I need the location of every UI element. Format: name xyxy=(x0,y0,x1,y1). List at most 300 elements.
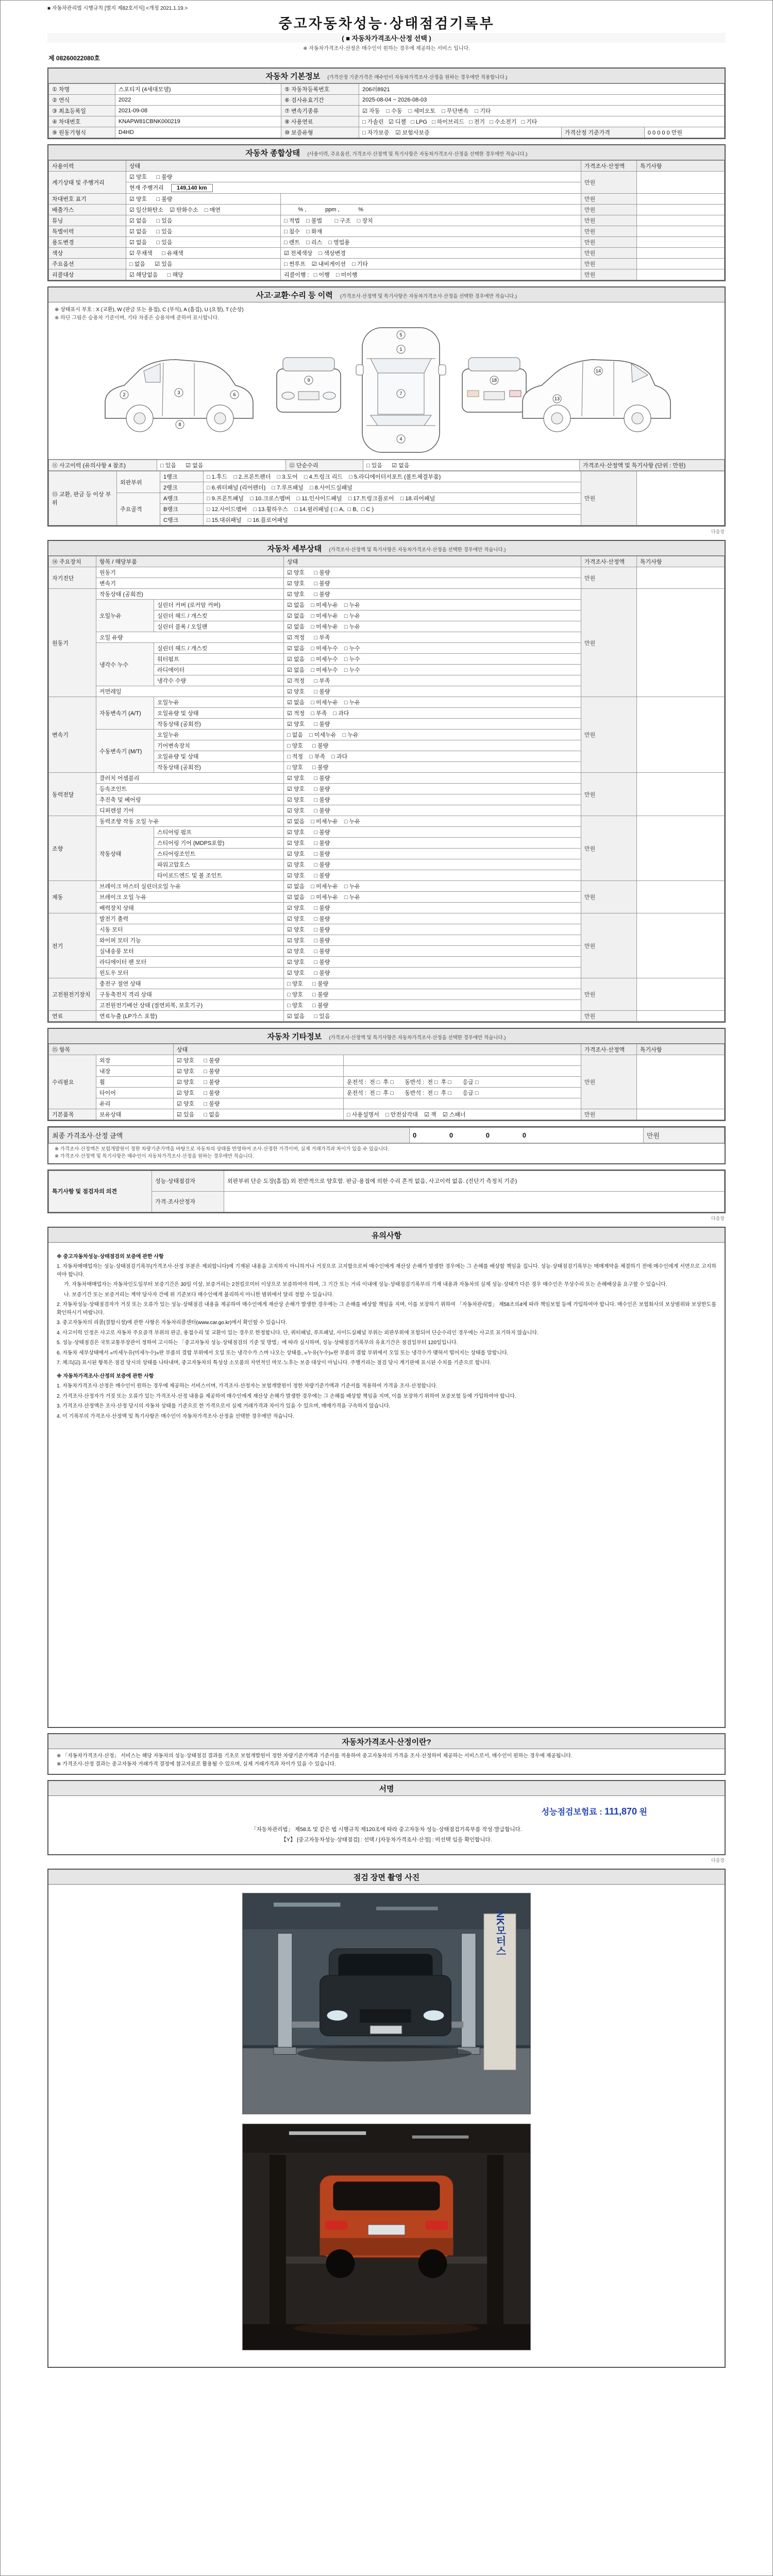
col-use-history: 사용이력 xyxy=(49,161,126,172)
badge-1 xyxy=(397,345,405,353)
rank-items: □ 1.후드 □ 2.프론트펜더 □ 3.도어 □ 4.트렁크 리드 □ 5.라디에이터서포트 (볼트체결부품) xyxy=(204,471,581,482)
notice-line: 4. 사고이력 인정은 사고로 자동차 주요골격 부위의 판금, 용접수리 및 교환이 있는 경우로 한정합니다. 단, 쿼터패널, 루프패널, 사이드실패널 부위는 외판부위에 포함되어 단순수리인 경우에는 사고로 표기하지 않습니다. xyxy=(57,1330,539,1336)
detail-status: ☑ 양호 □ 불량 xyxy=(284,913,581,924)
photos-title: 점검 장면 촬영 사진 xyxy=(48,1870,725,1885)
row-vin-mark-status: ☑ 양호 □ 불량 xyxy=(126,194,281,205)
opinion-text-inspector: 외판부위 단순 도장(흠집) 외 전반적으로 양호함. 판금·용접에 의한 수리 흔적 없음, 사고이력 없음. (진단기 측정치 기준) xyxy=(224,1171,725,1191)
notice-line: 3. 중고자동차의 리콜(결함시정)에 관한 사항은 자동차리콜센터(www.car.go.kr)에서 확인할 수 있습니다. xyxy=(57,1320,288,1326)
rank-items: □ 12.사이드멤버 □ 13.휠하우스 □ 14.필러패널 ( □ A, □ B, □ C ) xyxy=(204,504,581,515)
form-header xyxy=(47,12,726,52)
section-signature xyxy=(47,1780,726,1855)
detail-status: ☑ 없음 □ 미세누유 □ 누유 xyxy=(284,816,581,827)
detail-status: ☑ 양호 □ 불량 xyxy=(284,567,581,578)
price-cell: 만원 xyxy=(581,697,637,773)
exchange-rank-table xyxy=(48,471,725,526)
outer-panel-label: 외판부위 xyxy=(117,471,160,493)
remark-cell xyxy=(637,881,725,913)
detail-status: ☑ 양호 □ 불량 xyxy=(284,838,581,849)
detail-status: □ 양호 □ 불량 xyxy=(284,762,581,773)
model-year-label: ② 연식 xyxy=(49,95,115,106)
detail-status: □ 양호 □ 불량 xyxy=(284,989,581,1000)
car-damage-diagram xyxy=(48,323,725,460)
etc-status: ☑ 양호 □ 불량 xyxy=(174,1098,344,1109)
col-status: 상태 xyxy=(126,161,581,172)
badge-3 xyxy=(175,388,183,397)
etc-status: ☑ 양호 □ 불량 xyxy=(174,1088,344,1098)
price-cell: 만원 xyxy=(581,248,637,259)
warranty-type-value: □ 자가보증 ☑ 보험사보증 xyxy=(359,127,562,138)
section-accident-history xyxy=(47,286,726,527)
detail-part: 라디에이터 팬 모터 xyxy=(96,957,284,968)
remark-cell xyxy=(637,215,725,226)
mileage-value: 149,140 km xyxy=(171,184,213,192)
row-options-label: 주요옵션 xyxy=(49,259,126,269)
inspection-photo-front xyxy=(242,1893,531,2114)
col-item-part: 항목 / 해당부품 xyxy=(96,556,284,567)
detail-part: 실린더 헤드 / 개스킷 xyxy=(154,611,284,621)
detail-status: ☑ 적정 □ 부족 xyxy=(284,675,581,686)
price-remark-header: 가격조사·산정액 및 특기사항 (단위 : 만원) xyxy=(580,460,725,471)
detail-status: ☑ 양호 □ 불량 xyxy=(284,924,581,935)
svg-text:6: 6 xyxy=(233,392,236,397)
section-overall-title xyxy=(48,145,725,160)
device-engine: 원동기 xyxy=(49,589,96,697)
detail-status: □ 없음 □ 미세누유 □ 누유 xyxy=(284,730,581,740)
detail-part: 라디에이터 xyxy=(154,665,284,675)
detail-status: □ 적정 □ 부족 □ 과다 xyxy=(284,751,581,762)
etc-extra: 운전석 : 전 □ 후 □ 동반석 : 전 □ 후 □ 응급 □ xyxy=(344,1077,581,1088)
opinion-text-appraiser xyxy=(224,1191,725,1212)
price-cell: 만원 xyxy=(581,269,637,280)
row-usage-change-label: 용도변경 xyxy=(49,237,126,248)
price-cell: 만원 xyxy=(581,237,637,248)
remark-cell xyxy=(637,269,725,280)
notice-line: 7. 체크(☑) 표시된 항목은 점검 당시의 상태를 나타내며, 중고자동차의 특성상 소모품의 자연적인 마모·노후는 보증 대상이 아닙니다. 주행거리는 점검 당시 계기판에 표시된 수치를 기준으로 합니다. xyxy=(57,1360,492,1366)
detail-status: ☑ 양호 □ 불량 xyxy=(284,870,581,881)
detail-part: 실내송풍 모터 xyxy=(96,946,284,957)
detail-status: ☑ 없음 □ 미세누유 □ 누유 xyxy=(284,600,581,611)
remark-cell xyxy=(637,226,725,237)
device-self-diagnosis: 자기진단 xyxy=(49,567,96,589)
price-cell: 만원 xyxy=(581,259,637,269)
row-vin-mark-opts xyxy=(281,194,581,205)
subgroup-operation: 작동상태 xyxy=(96,827,154,881)
notice-line: 4. 이 기록부의 가격조사·산정액 및 특기사항은 매수인이 자동차가격조사·산정을 선택한 경우에만 적습니다. xyxy=(57,1413,294,1419)
final-note-1: ※ 가격조사·산정액은 보험개발원이 정한 차량기준가액을 바탕으로 자동차의 상태를 반영하여 조사·산정한 가격이며, 실제 거래가격과 차이가 있을 수 있습니다. xyxy=(55,1146,390,1152)
status-symbol-legend: ※ 상태표시 부호 : X (교환), W (판금 또는 용접), C (부식), A (흠집), U (요철), T (손상) xyxy=(55,307,244,313)
notice-line: 나. 보증기간 또는 보증거리는 계약 당사자 간에 위 기준보다 매수인에게 불리하지 아니한 범위에서 달리 정할 수 있습니다. xyxy=(64,1292,334,1298)
detail-part: 브레이크 마스터 실린더오일 누유 xyxy=(96,881,284,892)
detail-status: ☑ 없음 □ 미세누수 □ 누수 xyxy=(284,643,581,654)
rank-name: C랭크 xyxy=(160,515,204,526)
col-price: 가격조사·산정액 xyxy=(581,1044,637,1055)
definition-body xyxy=(48,1749,725,1774)
row-tuning-status: ☑ 없음 □ 있음 xyxy=(126,215,281,226)
detail-part: 오일유량 및 상태 xyxy=(154,708,284,719)
device-brake: 제동 xyxy=(49,881,96,913)
detail-part: 연료누출 (LP가스 포함) xyxy=(96,1011,284,1022)
rank-name: 2랭크 xyxy=(160,482,204,493)
inspector-opinion-table xyxy=(48,1171,725,1212)
section-etc-title xyxy=(48,1029,725,1044)
row-special-history-opts: □ 침수 □ 화재 xyxy=(281,226,581,237)
opinion-who-appraiser: 가격·조사산정자 xyxy=(152,1191,224,1212)
car-left-profile xyxy=(105,360,253,432)
remark-cell xyxy=(637,248,725,259)
col-price: 가격조사·산정액 xyxy=(581,161,637,172)
badge-14 xyxy=(594,367,602,375)
svg-text:14: 14 xyxy=(595,368,601,374)
svg-text:18: 18 xyxy=(491,378,497,383)
badge-6 xyxy=(230,391,239,399)
row-recall-opts: 리콜이행 : □ 이행 □ 미이행 xyxy=(281,269,581,280)
remark-cell xyxy=(637,589,725,697)
price-cell: 만원 xyxy=(581,471,637,526)
row-usage-change-opts: □ 렌트 □ 리스 □ 영업용 xyxy=(281,237,581,248)
remark-cell xyxy=(637,1109,725,1120)
vin-label: ④ 차대번호 xyxy=(49,116,115,127)
section-basic-info xyxy=(47,67,726,139)
notices-body xyxy=(48,1243,725,1727)
price-cell: 만원 xyxy=(581,205,637,215)
etc-status: ☑ 양호 □ 불량 xyxy=(174,1055,344,1066)
base-price-unit: 만원 xyxy=(671,130,683,136)
detail-part: 시동 모터 xyxy=(96,924,284,935)
accident-history-label: ⑪ 사고이력 (유의사항 4 참조) xyxy=(49,460,157,471)
premium-label: 성능점검보험료 : xyxy=(541,1807,602,1817)
detail-status: ☑ 양호 □ 불량 xyxy=(284,719,581,730)
price-cell: 만원 xyxy=(581,1011,637,1022)
accident-summary-table xyxy=(48,460,725,471)
notice-line: 1. 자동차매매업자는 성능·상태점검기록부(가격조사·산정 부분은 제외합니다)에 기재된 내용을 고지하지 아니하거나 거짓으로 고지함으로써 매수인에게 재산상 손해가 발생한 경우에는 그 손해를 배상할 책임을 집니다. 성능·상태점검기록부는 매매계약을 체결하기 전에 매수인에게 서면으로 고지하여야 합니다. xyxy=(57,1264,716,1278)
fuel-label: ⑧ 사용연료 xyxy=(281,116,359,127)
signature-line-1: 「자동차관리법」 제58조 및 같은 법 시행규칙 제120조에 따라 중고자동차 성능·상태점검기록부를 작성·발급합니다. xyxy=(251,1826,522,1833)
row-recall-label: 리콜대상 xyxy=(49,269,126,280)
detail-part: 브레이크 오일 누유 xyxy=(96,892,284,903)
col-price: 가격조사·산정액 xyxy=(581,556,637,567)
detail-part: 배력장치 상태 xyxy=(96,903,284,913)
row-tuning-label: 튜닝 xyxy=(49,215,126,226)
detail-status: ☑ 양호 □ 불량 xyxy=(284,859,581,870)
detail-status: ☑ 적정 □ 부족 xyxy=(284,632,581,643)
form-subtitle: ( ■ 자동차가격조사·산정 선택 ) xyxy=(47,33,726,43)
etc-item: 휠 xyxy=(96,1077,174,1088)
signature-body xyxy=(48,1796,725,1854)
col-item: ⑮ 항목 xyxy=(49,1044,174,1055)
section-final-price xyxy=(47,1126,726,1164)
row-odometer-status: ☑ 양호 □ 불량 xyxy=(126,172,581,182)
device-electric: 전기 xyxy=(49,913,96,978)
col-remark: 특기사항 xyxy=(637,161,725,172)
rank-name: B랭크 xyxy=(160,504,204,515)
detail-status: ☑ 양호 □ 불량 xyxy=(284,589,581,600)
detail-status: ☑ 없음 □ 미세누유 □ 누유 xyxy=(284,697,581,708)
detail-status: ☑ 양호 □ 불량 xyxy=(284,903,581,913)
remark-cell xyxy=(637,773,725,816)
detail-part: 작동상태 (공회전) xyxy=(154,762,284,773)
form-title: 중고자동차성능·상태점검기록부 xyxy=(278,16,495,31)
base-price-value xyxy=(644,127,724,138)
price-cell: 만원 xyxy=(581,1109,637,1120)
detail-part: 냉각수 수량 xyxy=(154,675,284,686)
accident-history-value: □ 있음 ☑ 없음 xyxy=(157,460,286,471)
section-basic-note: (가격산정 기준가격은 매수인이 자동차가격조사·산정을 원하는 경우에만 적용합니다.) xyxy=(327,75,508,80)
notice-line: 가. 자동차매매업자는 자동차인도일부터 보증기간은 30일 이상, 보증거리는 2천킬로미터 이상으로 보증하여야 하며, 그 기간 또는 거리 이내에 성능·상태점검기록부의 기재 내용과 자동차의 실제 성능·상태가 다른 경우 매수인은 무상수리 또는 손해배상을 요구할 수 있습니다. xyxy=(64,1282,667,1287)
remark-cell xyxy=(637,194,725,205)
detail-part: 동력조향 작동 오일 누유 xyxy=(96,816,284,827)
premium-unit: 원 xyxy=(639,1807,647,1817)
svg-text:3: 3 xyxy=(177,390,180,395)
detail-part: 등속조인트 xyxy=(96,784,284,794)
badge-18 xyxy=(490,376,498,384)
row-options-status: □ 없음 ☑ 있음 xyxy=(126,259,281,269)
detail-part: 작동상태 (공회전) xyxy=(96,589,284,600)
engine-type-label: ⑨ 원동기형식 xyxy=(49,127,115,138)
car-name-value: 스포티지 (4세대모델) xyxy=(115,84,281,95)
row-emission-status: ☑ 일산화탄소 ☑ 탄화수소 □ 매연 xyxy=(126,205,281,215)
detail-status: ☑ 양호 □ 불량 xyxy=(284,946,581,957)
detail-part: 오일유량 및 상태 xyxy=(154,751,284,762)
price-cell: 만원 xyxy=(581,816,637,881)
fuel-value: □ 가솔린 ☑ 디젤 □ LPG □ 하이브리드 □ 전기 □ 수소전기 □ 기타 xyxy=(359,116,725,127)
notice-line: 2. 자동차성능·상태점검자가 거짓 또는 오류가 있는 성능·상태점검 내용을 제공하여 매수인에게 재산상 손해가 발생한 경우에는 그 손해를 배상할 책임을 지며, 이를 보장하기 위하여 「자동차관리법」 제58조의4에 따라 책임보험 등에 가입하여야 합니다. 매수인은 보험회사의 보상범위와 보상한도를 확인하시기 바랍니다. xyxy=(57,1302,716,1316)
section-detail-title xyxy=(48,541,725,556)
opinion-who-inspector: 성능·상태점검자 xyxy=(152,1171,224,1191)
car-front-view xyxy=(277,358,341,412)
rank-items: □ 15.대쉬패널 □ 16.플로어패널 xyxy=(204,515,581,526)
inspection-photo-rear xyxy=(242,2124,531,2350)
detail-condition-table xyxy=(48,556,725,1022)
detail-part: 실린더 커버 (로커암 커버) xyxy=(154,600,284,611)
final-note-2: ※ 가격조사·산정액 및 특기사항은 매수인이 자동차가격조사·산정을 원하는 경우에만 적습니다. xyxy=(55,1154,254,1160)
etc-extra: 운전석 : 전 □ 후 □ 동반석 : 전 □ 후 □ 응급 □ xyxy=(344,1088,581,1098)
transmission-label: ⑦ 변속기종류 xyxy=(281,106,359,116)
status-symbol-legend-2: ※ 하단 그림은 승용차 기준이며, 기타 차종은 승용차에 준하여 표시합니다. xyxy=(55,315,220,321)
badge-5 xyxy=(397,331,405,339)
subgroup-coolant-leak: 냉각수 누수 xyxy=(96,643,154,686)
notice-subtitle-1: ※ 중고자동차성능·상태점검의 보증에 관한 사항 xyxy=(57,1253,164,1260)
price-cell: 만원 xyxy=(581,773,637,816)
signature-title: 서명 xyxy=(48,1781,725,1796)
etc-item: 타이어 xyxy=(96,1088,174,1098)
detail-part: 발전기 출력 xyxy=(96,913,284,924)
exchange-label: ⑬ 교환, 판금 등 이상 부위 xyxy=(49,471,117,526)
section-etc-title-text: 자동차 기타정보 xyxy=(267,1032,322,1041)
car-diagram-svg xyxy=(95,326,678,454)
detail-part: 구동축전지 격리 상태 xyxy=(96,989,284,1000)
badge-8 xyxy=(176,420,184,429)
remark-cell xyxy=(637,1011,725,1022)
detail-part: 오일 유량 xyxy=(96,632,284,643)
inspection-period-label: ⑥ 검사유효기간 xyxy=(281,95,359,106)
section-detail-condition xyxy=(47,540,726,1023)
price-cell: 만원 xyxy=(581,194,637,205)
price-cell: 만원 xyxy=(581,215,637,226)
col-status: 상태 xyxy=(284,556,581,567)
svg-text:13: 13 xyxy=(554,396,560,401)
row-emission-opts: % , ppm , % xyxy=(281,205,581,215)
etc-item: 내장 xyxy=(96,1066,174,1077)
basic-info-table xyxy=(48,83,725,138)
detail-status: □ 양호 □ 불량 xyxy=(284,978,581,989)
row-usage-change-status: ☑ 없음 □ 있음 xyxy=(126,237,281,248)
definition-title: 자동차가격조사·산정이란? xyxy=(48,1734,725,1749)
subgroup-oil-leak: 오일누유 xyxy=(96,600,154,632)
notice-line: 1. 자동차가격조사·산정은 매수인이 원하는 경우에 제공하는 서비스이며, 가격조사·산정자는 보험개발원이 정한 차량기준가액과 기준서를 적용하여 가격을 조사·산정합니다. xyxy=(57,1383,438,1389)
detail-part: 디퍼렌셜 기어 xyxy=(96,805,284,816)
definition-line-1: ※ 「자동차가격조사·산정」 서비스는 해당 자동차의 성능·상태점검 결과를 기초로 보험개발원이 정한 차량기준가액과 기준서를 적용하여 중고자동차의 가격을 조사·산정하여 제공하는 서비스로서, 매수인이 원하는 경우에 제공됩니다. xyxy=(57,1753,573,1759)
row-color-opts: ☑ 전체색상 □ 색상변경 xyxy=(281,248,581,259)
final-price-value: 0 0 0 0 xyxy=(410,1128,644,1143)
base-price-digits: 0 0 0 0 0 xyxy=(647,130,670,136)
simple-repair-label: ⑫ 단순수리 xyxy=(286,460,363,471)
detail-part: 오일누유 xyxy=(154,730,284,740)
rank-name: A랭크 xyxy=(160,493,204,504)
detail-part: 와이퍼 모터 기능 xyxy=(96,935,284,946)
device-power-train: 동력전달 xyxy=(49,773,96,816)
etc-extra xyxy=(344,1066,581,1077)
detail-part: 스티어링조인트 xyxy=(154,849,284,859)
section-etc-note: (가격조사·산정액 및 특기사항은 자동차가격조사·산정을 선택한 경우에만 적습니다.) xyxy=(329,1035,506,1041)
rank-items: □ 6.쿼터패널 (리어펜더) □ 7.루프패널 □ 8.사이드실패널 xyxy=(204,482,581,493)
badge-4 xyxy=(397,435,405,443)
detail-part: 파워고압호스 xyxy=(154,859,284,870)
detail-part: 추진축 및 베어링 xyxy=(96,794,284,805)
svg-text:4: 4 xyxy=(399,436,402,442)
detail-status: ☑ 없음 □ 있음 xyxy=(284,1011,581,1022)
detail-status: ☑ 양호 □ 불량 xyxy=(284,968,581,978)
notice-line: 3. 가격조사·산정액은 조사·산정 당시의 자동차 상태를 기준으로 한 가격으로서 실제 거래가격과 차이가 있을 수 있으며, 매매가격을 구속하지 않습니다. xyxy=(57,1403,391,1409)
detail-status: ☑ 없음 □ 미세누유 □ 누유 xyxy=(284,611,581,621)
etc-item: 유리 xyxy=(96,1098,174,1109)
signature-line-2: 【Y】 [중고자동차성능·상태점검] : 선택 / [자동차가격조사·산정] : 미선택 임을 확인합니다. xyxy=(281,1836,492,1843)
section-etc-info xyxy=(47,1028,726,1121)
car-name-label: ① 차명 xyxy=(49,84,115,95)
etc-status: ☑ 양호 □ 불량 xyxy=(174,1077,344,1088)
engine-type-value: D4HD xyxy=(115,127,281,138)
price-cell: 만원 xyxy=(581,567,637,589)
etc-status: ☑ 양호 □ 불량 xyxy=(174,1066,344,1077)
row-recall-status: ☑ 해당없음 □ 해당 xyxy=(126,269,281,280)
price-cell: 만원 xyxy=(581,881,637,913)
svg-text:5: 5 xyxy=(399,332,402,337)
section-definition xyxy=(47,1733,726,1775)
row-options-opts: □ 썬루프 ☑ 내비게이션 □ 기타 xyxy=(281,259,581,269)
remark-cell xyxy=(637,259,725,269)
section-detail-title-text: 자동차 세부상태 xyxy=(267,545,322,553)
row-vin-mark-label: 차대번호 표기 xyxy=(49,194,126,205)
detail-status: □ 양호 □ 불량 xyxy=(284,740,581,751)
etc-info-table xyxy=(48,1044,725,1120)
section-accident-title xyxy=(48,287,725,302)
price-cell: 만원 xyxy=(581,978,637,1011)
detail-status: ☑ 없음 □ 미세누유 □ 누유 xyxy=(284,892,581,903)
row-special-history-label: 특별이력 xyxy=(49,226,126,237)
section-notices xyxy=(47,1227,726,1728)
photos-container xyxy=(48,1885,725,2367)
row-color-label: 색상 xyxy=(49,248,126,259)
detail-part: 윈도우 모터 xyxy=(96,968,284,978)
remark-cell xyxy=(637,978,725,1011)
device-high-voltage: 고전원전기장치 xyxy=(49,978,96,1011)
simple-repair-value: □ 있음 ☑ 없음 xyxy=(363,460,580,471)
warranty-type-label: ⑩ 보증유형 xyxy=(281,127,359,138)
base-price-label: 가격산정 기준가격 xyxy=(561,127,644,138)
final-price-unit: 만원 xyxy=(644,1128,725,1143)
svg-text:8: 8 xyxy=(178,422,181,427)
rank-items: □ 9.프론트패널 □ 10.크로스멤버 □ 11.인사이드패널 □ 17.트렁크플로어 □ 18.리어패널 xyxy=(204,493,581,504)
row-color-status: ☑ 무채색 □ 유채색 xyxy=(126,248,281,259)
overall-condition-table xyxy=(48,160,725,280)
col-remark: 특기사항 xyxy=(637,556,725,567)
row-odometer-label: 계기상태 및 주행거리 xyxy=(49,172,126,194)
remark-cell xyxy=(637,567,725,589)
mileage-label: 현재 주행거리 xyxy=(129,185,164,191)
col-remark: 특기사항 xyxy=(637,1044,725,1055)
detail-part: 변속기 xyxy=(96,578,284,589)
etc-extra xyxy=(344,1055,581,1066)
section-accident-title-text: 사고·교환·수리 등 이력 xyxy=(256,291,333,300)
car-right-profile xyxy=(523,360,670,432)
first-reg-label: ③ 최초등록일 xyxy=(49,106,115,116)
detail-status: ☑ 양호 □ 불량 xyxy=(284,794,581,805)
section-overall-condition xyxy=(47,144,726,281)
device-steering: 조향 xyxy=(49,816,96,881)
detail-part: 고전원전기배선 상태 (절연피복, 보호기구) xyxy=(96,1000,284,1011)
detail-status: ☑ 양호 □ 불량 xyxy=(284,578,581,589)
detail-status: ☑ 양호 □ 불량 xyxy=(284,686,581,697)
section-basic-title-text: 자동차 기본정보 xyxy=(265,72,321,81)
row-odometer-extra xyxy=(126,182,581,194)
form-header-note: ※ 자동차가격조사·산정은 매수인이 원하는 경우에 제공하는 서비스 입니다. xyxy=(303,46,470,52)
inspection-period-value: 2025-08-04 ~ 2026-08-03 xyxy=(359,95,725,106)
section-overall-title-text: 자동차 종합상태 xyxy=(245,149,300,158)
detail-part: 기어변속장치 xyxy=(154,740,284,751)
detail-status: ☑ 양호 □ 불량 xyxy=(284,805,581,816)
section-overall-note: (사용이력, 주요옵션, 가격조사·산정액 및 특기사항은 자동차가격조사·산정을 선택한 경우에만 적습니다.) xyxy=(307,151,528,157)
section-basic-title xyxy=(48,69,725,83)
car-rear-view xyxy=(462,358,526,412)
section-detail-note: (가격조사·산정액 및 특기사항은 자동차가격조사·산정을 선택한 경우에만 적습니다.) xyxy=(329,547,506,553)
remark-cell xyxy=(637,816,725,881)
detail-part: 스티어링 기어 (MDPS포함) xyxy=(154,838,284,849)
final-price-label: 최종 가격조사·산정 금액 xyxy=(49,1128,410,1143)
model-year-value: 2022 xyxy=(115,95,281,106)
detail-status: ☑ 양호 □ 불량 xyxy=(284,849,581,859)
remark-cell xyxy=(637,1055,725,1109)
first-reg-value: 2021-09-08 xyxy=(115,106,281,116)
detail-part: 실린더 블록 / 오일팬 xyxy=(154,621,284,632)
reg-no-value: 206러8921 xyxy=(359,84,725,95)
pillar-text: NK모터스 xyxy=(494,1910,506,1956)
detail-part: 타이로드엔드 및 볼 조인트 xyxy=(154,870,284,881)
vin-value: KNAPW81CBNK000219 xyxy=(115,116,281,127)
device-fuel: 연료 xyxy=(49,1011,96,1022)
reg-no-label: ⑤ 자동차등록번호 xyxy=(281,84,359,95)
final-price-table xyxy=(48,1127,725,1143)
remark-cell xyxy=(637,471,725,526)
price-cell: 만원 xyxy=(581,913,637,978)
premium-value: 111,870 xyxy=(604,1806,637,1817)
detail-part: 원동기 xyxy=(96,567,284,578)
section-inspection-photos xyxy=(47,1869,726,2368)
detail-status: ☑ 없음 □ 미세누수 □ 누수 xyxy=(284,665,581,675)
detail-status: ☑ 양호 □ 불량 xyxy=(284,935,581,946)
section-accident-note: (가격조사·산정액 및 특기사항은 자동차가격조사·산정을 선택한 경우에만 적습니다.) xyxy=(340,294,517,299)
rank-name: 1랭크 xyxy=(160,471,204,482)
opinion-header: 특기사항 및 점검자의 의견 xyxy=(49,1171,152,1212)
main-frame-label: 주요골격 xyxy=(117,493,160,526)
